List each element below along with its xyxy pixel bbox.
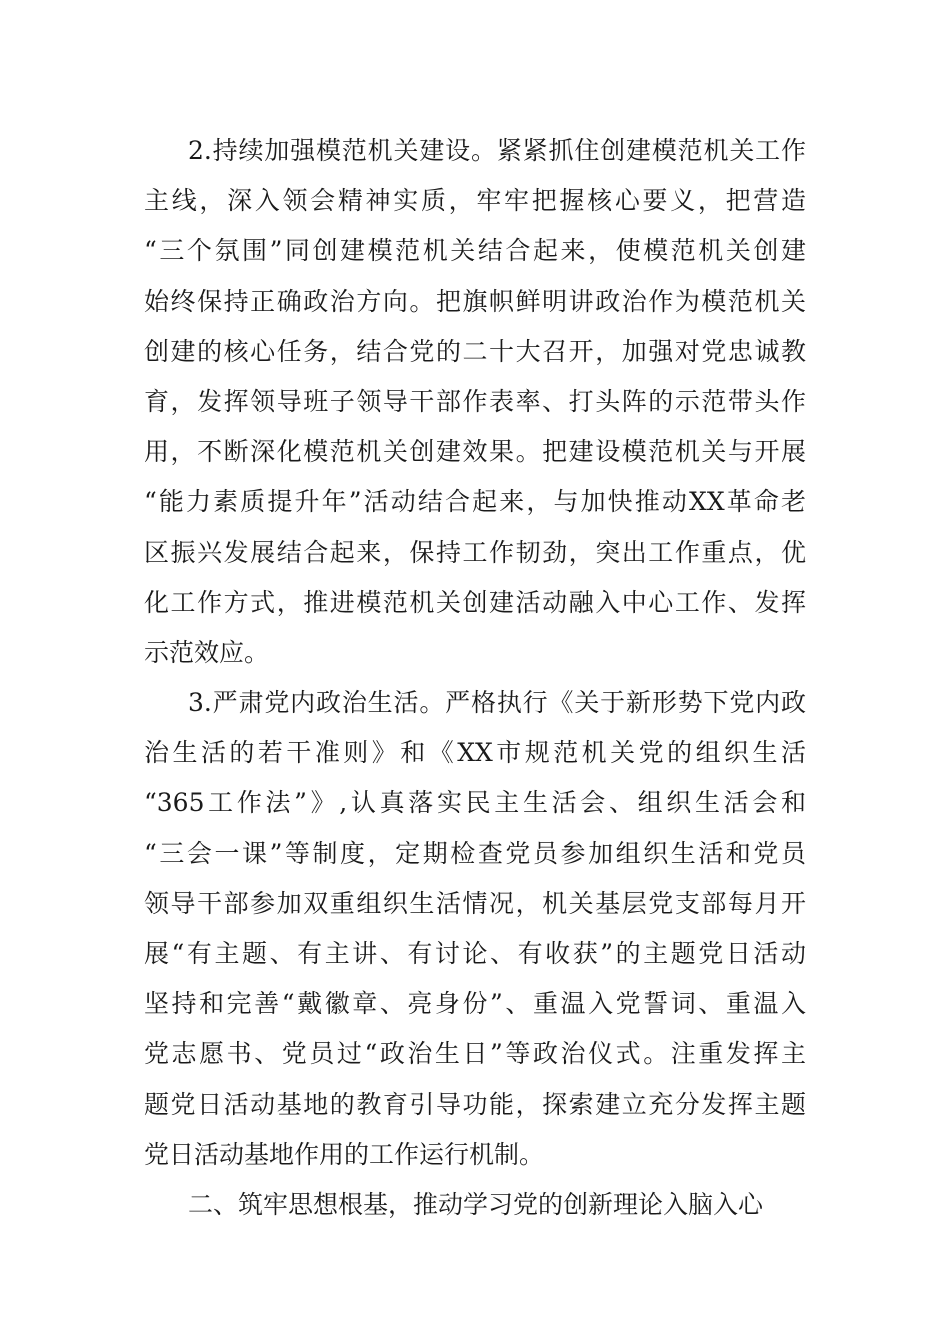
text-line: 主线，深入领会精神实质，牢牢把握核心要义，把营造 [144,186,806,216]
paragraph-model-organ-building [144,126,806,678]
document-body [144,126,806,1230]
text-line: 治生活的若干准则》和《XX市规范机关党的组织生活 [144,738,806,768]
text-line: 示范效应。 [144,637,270,667]
text-line: 题党日活动基地的教育引导功能，探索建立充分发挥主题 [144,1089,806,1119]
text-line: 始终保持正确政治方向。把旗帜鲜明讲政治作为模范机关 [144,286,806,316]
text-line: 育，发挥领导班子领导干部作表率、打头阵的示范带头作 [144,386,806,416]
text-line: “能力素质提升年”活动结合起来，与加快推动XX革命老 [144,487,806,517]
text-line: 化工作方式，推进模范机关创建活动融入中心工作、发挥 [144,587,806,617]
text-line: “三个氛围”同创建模范机关结合起来，使模范机关创建 [144,236,806,266]
text-line: 展“有主题、有主讲、有讨论、有收获”的主题党日活动 [144,939,806,968]
text-line: 区振兴发展结合起来，保持工作韧劲，突出工作重点，优 [144,537,806,567]
text-line: 2.持续加强模范机关建设。紧紧抓住创建模范机关工作 [188,136,806,165]
text-line: 坚持和完善“戴徽章、亮身份”、重温入党誓词、重温入 [144,989,806,1019]
text-line: “365工作法”》,认真落实民主生活会、组织生活会和 [144,788,806,818]
section-heading [144,1180,806,1230]
paragraph-party-political-life [144,678,806,1180]
text-line: 领导干部参加双重组织生活情况，机关基层党支部每月开 [144,888,806,918]
text-line: 3.严肃党内政治生活。严格执行《关于新形势下党内政 [188,688,806,718]
text-line: 创建的核心任务，结合党的二十大召开，加强对党忠诚教 [144,336,806,366]
text-line: 党日活动基地作用的工作运行机制。 [144,1139,545,1169]
section-heading-text: 二、筑牢思想根基，推动学习党的创新理论入脑入心 [188,1189,764,1219]
text-line: 党志愿书、党员过“政治生日”等政治仪式。注重发挥主 [144,1039,806,1069]
text-line: “三会一课”等制度，定期检查党员参加组织生活和党员 [144,838,806,868]
text-line: 用，不断深化模范机关创建效果。把建设模范机关与开展 [144,437,806,467]
